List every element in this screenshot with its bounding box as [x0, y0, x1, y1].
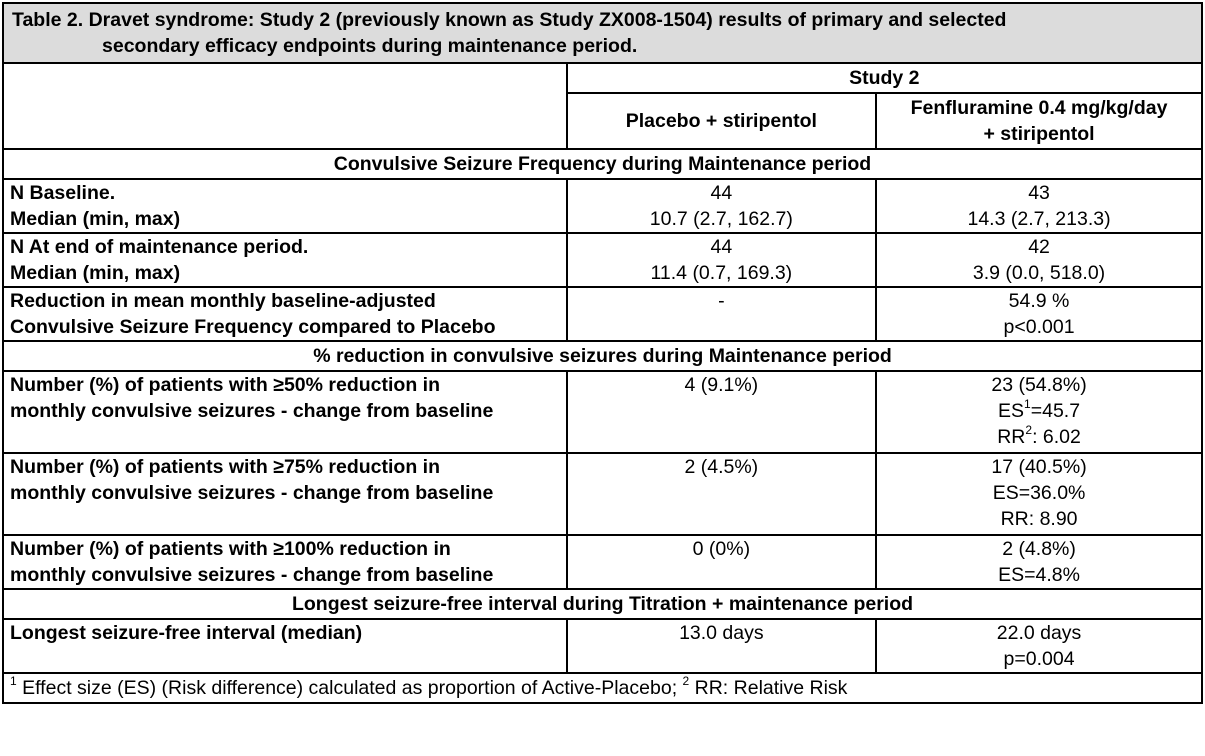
cell-value: p=0.004 [1003, 648, 1075, 670]
caption-line-1: Table 2. Dravet syndrome: Study 2 (previously known as Study ZX008-1504) results of primary and selected [12, 9, 1007, 31]
cell-value: 17 (40.5%) [991, 456, 1087, 478]
cell-value: 22.0 days [996, 622, 1082, 644]
table-row-baseline [3, 179, 1202, 233]
row-label-line: Number (%) of patients with ≥100% reduction in [10, 538, 451, 560]
table-row-100pct [3, 535, 1202, 589]
row-label-line: Number (%) of patients with ≥50% reduction in [10, 374, 440, 396]
cell-value: 44 [710, 236, 733, 258]
fenfluramine-cell [876, 179, 1202, 233]
cell-value: 14.3 (2.7, 213.3) [967, 208, 1111, 230]
section-row [3, 589, 1202, 619]
cell-value: - [718, 290, 725, 312]
row-label-line: monthly convulsive seizures - change from baseline [10, 482, 494, 504]
row-label [3, 233, 567, 287]
footnote-marker: 1 [1024, 396, 1031, 411]
efficacy-table-container [2, 2, 1203, 704]
row-label-line: Median (min, max) [10, 262, 181, 284]
section-convulsive-frequency: Convulsive Seizure Frequency during Maintenance period [3, 149, 1202, 179]
row-label [3, 287, 567, 341]
fenfluramine-cell [876, 619, 1202, 673]
footnote-text: Effect size (ES) (Risk difference) calculated as proportion of Active-Placebo; [16, 677, 683, 699]
row-label-line: monthly convulsive seizures - change from baseline [10, 564, 494, 586]
cell-value: ES=36.0% [992, 482, 1086, 504]
rr-prefix: RR [997, 426, 1026, 448]
row-label-line: Number (%) of patients with ≥75% reduction in [10, 456, 440, 478]
row-label [3, 453, 567, 535]
cell-value: 43 [1028, 182, 1050, 204]
footnote-marker: 2 [682, 673, 690, 688]
cell-value: p<0.001 [1003, 316, 1075, 338]
cell-value: 0 (0%) [692, 538, 751, 560]
header-empty-cell [3, 63, 567, 149]
es-prefix: ES [998, 400, 1025, 422]
fenfluramine-cell [876, 233, 1202, 287]
cell-value: 2 (4.5%) [684, 456, 759, 478]
row-label [3, 619, 567, 673]
placebo-cell [567, 233, 876, 287]
row-label [3, 535, 567, 589]
table-row-end-maintenance [3, 233, 1202, 287]
table-row-75pct [3, 453, 1202, 535]
header-fenfluramine-line-2: + stiripentol [983, 123, 1095, 145]
section-row [3, 341, 1202, 371]
table-row-reduction [3, 287, 1202, 341]
cell-value: 23 (54.8%) [991, 374, 1087, 396]
row-label-line: monthly convulsive seizures - change from baseline [10, 400, 494, 422]
fenfluramine-cell [876, 371, 1202, 453]
fenfluramine-cell [876, 453, 1202, 535]
cell-value: 54.9 % [1008, 290, 1070, 312]
cell-value: 3.9 (0.0, 518.0) [972, 262, 1106, 284]
placebo-cell [567, 179, 876, 233]
fenfluramine-cell [876, 535, 1202, 589]
table-row-50pct [3, 371, 1202, 453]
header-placebo: Placebo + stiripentol [567, 93, 876, 149]
cell-value: RR: 8.90 [1000, 508, 1078, 530]
cell-value: 13.0 days [679, 622, 764, 644]
placebo-cell [567, 287, 876, 341]
section-row [3, 149, 1202, 179]
rr-value: : 6.02 [1032, 426, 1081, 448]
table-caption [3, 3, 1202, 63]
fenfluramine-cell [876, 287, 1202, 341]
cell-value-es [883, 398, 1195, 424]
footnote-row [3, 673, 1202, 703]
row-label-line: N At end of maintenance period. [10, 236, 309, 258]
cell-value: ES=4.8% [998, 564, 1080, 586]
footnote-text: RR: Relative Risk [689, 677, 848, 699]
cell-value: 42 [1028, 236, 1050, 258]
header-study: Study 2 [567, 63, 1202, 93]
cell-value: 44 [710, 182, 733, 204]
placebo-cell [567, 371, 876, 453]
placebo-cell [567, 535, 876, 589]
row-label-line: Longest seizure-free interval (median) [10, 622, 363, 644]
row-label [3, 179, 567, 233]
header-row-study [3, 63, 1202, 93]
efficacy-table [2, 2, 1203, 704]
table-footnote [3, 673, 1202, 703]
row-label-line: Median (min, max) [10, 208, 181, 230]
footnote-marker: 1 [10, 673, 17, 688]
footnote-marker: 2 [1025, 422, 1033, 437]
row-label-line: Convulsive Seizure Frequency compared to Placebo [10, 316, 496, 338]
es-value: =45.7 [1030, 400, 1081, 422]
header-fenfluramine-line-1: Fenfluramine 0.4 mg/kg/day [910, 97, 1168, 119]
table-row-seizure-free [3, 619, 1202, 673]
caption-row [3, 3, 1202, 63]
cell-value: 2 (4.8%) [1002, 538, 1076, 560]
cell-value: 10.7 (2.7, 162.7) [649, 208, 793, 230]
cell-value: 4 (9.1%) [684, 374, 759, 396]
cell-value-rr [883, 424, 1195, 450]
header-fenfluramine [876, 93, 1202, 149]
row-label-line: Reduction in mean monthly baseline-adjusted [10, 290, 436, 312]
row-label-line: N Baseline. [10, 182, 116, 204]
placebo-cell [567, 453, 876, 535]
section-seizure-free-interval: Longest seizure-free interval during Titration + maintenance period [3, 589, 1202, 619]
cell-value: 11.4 (0.7, 169.3) [650, 262, 793, 284]
caption-line-2: secondary efficacy endpoints during maintenance period. [102, 35, 638, 57]
row-label [3, 371, 567, 453]
placebo-cell [567, 619, 876, 673]
section-percent-reduction: % reduction in convulsive seizures during Maintenance period [3, 341, 1202, 371]
